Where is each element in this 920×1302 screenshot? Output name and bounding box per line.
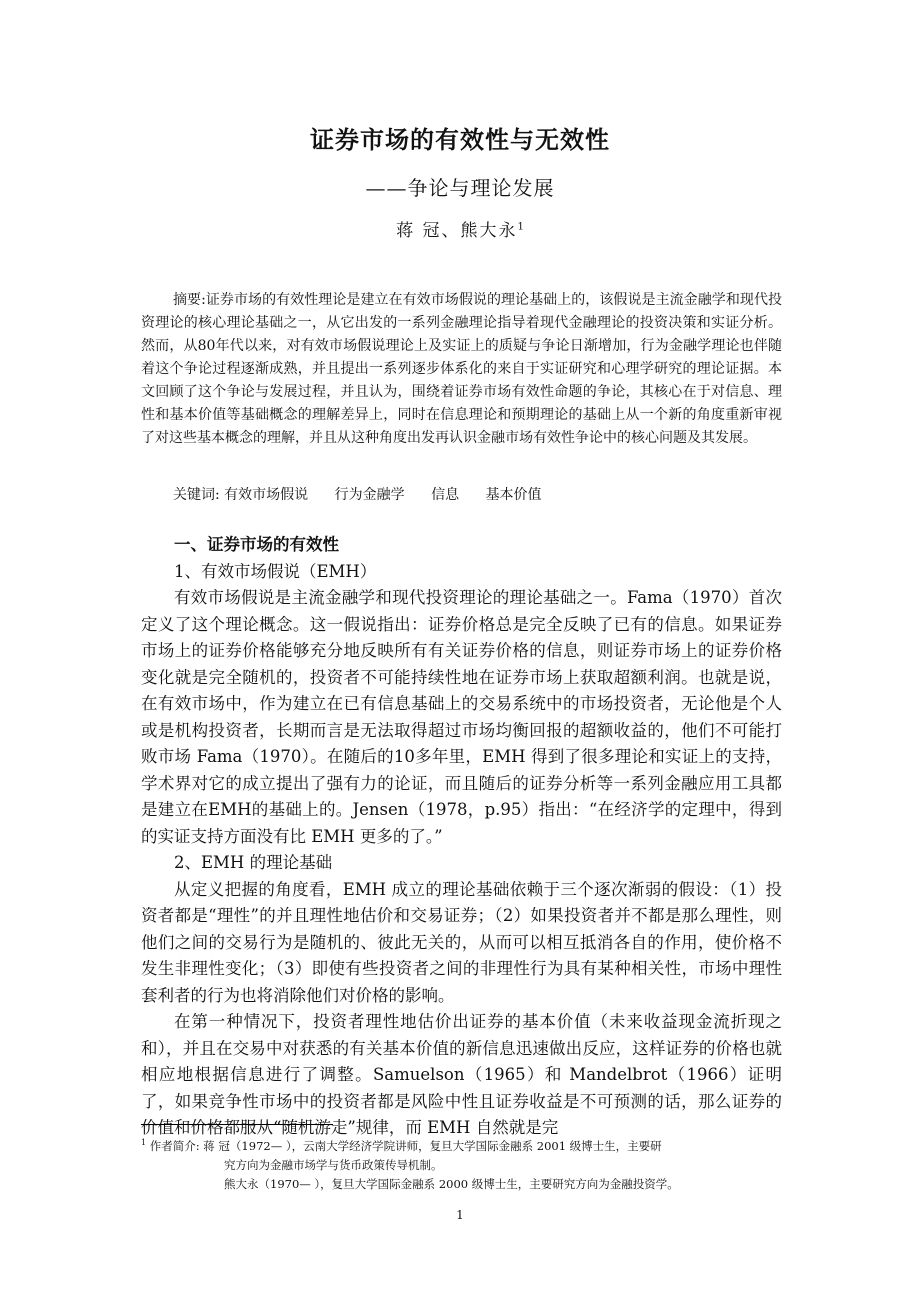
keyword-item: 基本价值 — [485, 487, 542, 503]
paper-subtitle: ——争论与理论发展 — [365, 176, 555, 200]
body-paragraph: 在第一种情况下，投资者理性地估价出证券的基本价值（未来收益现金流折现之和），并且在交易中对获悉的有关基本价值的新信息迅速做出反应，这样证券的价格也就相应地根据信息进行了调整。Samuelson（1965）和 Mandelbrot（1966）证明了，如果竞争性市场中的投资者都是风险中性且证券收益是不可预测的话，那么证券的价值和价格都服从“随机游走”规律，而 EMH 自然就是完 — [141, 1012, 782, 1137]
paper-title: 证券市场的有效性与无效性 — [310, 126, 610, 154]
page-number: 1 — [456, 1208, 464, 1222]
abstract — [141, 289, 782, 450]
body-paragraph: 从定义把握的角度看，EMH 成立的理论基础依赖于三个逐次渐弱的假设：（1）投资者都是“理性”的并且理性地估价和交易证券；（2）如果投资者并不都是那么理性，则他们之间的交易行为是随机的、彼此无关的，从而可以相互抵消各自的作用，使价格不发生非理性变化；（3）即使有些投资者之间的非理性行为具有某种相关性，市场中理性套利者的行为也将消除他们对价格的影响。 — [141, 879, 782, 1005]
footnote-line — [141, 1133, 786, 1156]
keyword-item: 行为金融学 — [334, 487, 405, 503]
footnote-divider — [141, 1124, 333, 1125]
author-line — [0, 216, 920, 241]
author-names: 蒋 冠、熊大永 — [396, 221, 518, 241]
subsection-heading: 1、有效市场假说（EMH） — [174, 561, 377, 581]
footnotes — [141, 1133, 786, 1194]
footnote-mark: 1 — [141, 1138, 147, 1147]
author-footnote-mark: 1 — [517, 221, 524, 233]
abstract-label: 摘要: — [173, 292, 206, 308]
footnote-text: 蒋 冠（1972— ），云南大学经济学院讲师，复旦大学国际金融系 2001 级博士生，主要研 — [203, 1138, 662, 1153]
body-text — [141, 532, 782, 1142]
abstract-text: 证券市场的有效性理论是建立在有效市场假说的理论基础上的，该假说是主流金融学和现代投资理论的核心理论基础之一，从它出发的一系列金融理论指导着现代金融理论的投资决策和实证分析。然而，从80年代以来，对有效市场假说理论上及实证上的质疑与争论日渐增加，行为金融学理论也伴随着这个争论过程逐渐成熟，并且提出一系列逐步体系化的来自于实证研究和心理学研究的理论证据。本文回顾了这个争论与发展过程，并且认为，围绕着证券市场有效性命题的争论，其核心在于对信息、理性和基本价值等基础概念的理解差异上，同时在信息理论和预期理论的基础上从一个新的角度重新审视了对这些基本概念的理解，并且从这种角度出发再认识金融市场有效性争论中的核心问题及其发展。 — [141, 292, 783, 446]
keywords — [173, 484, 782, 507]
keyword-item: 信息 — [431, 487, 460, 503]
abstract-paragraph — [141, 289, 782, 450]
keywords-label: 关键词: — [173, 487, 220, 503]
footnote-line: 究方向为金融市场学与货币政策传导机制。 — [224, 1157, 443, 1172]
footnote-label: 作者简介: — [149, 1138, 200, 1153]
body-paragraph: 有效市场假说是主流金融学和现代投资理论的理论基础之一。Fama（1970）首次定义了这个理论概念。这一假说指出：证券价格总是完全反映了已有的信息。如果证券市场上的证券价格能够充分地反映所有有关证券价格的信息，则证券市场上的证券价格变化就是完全随机的，投资者不可能持续性地在证券市场上获取超额利润。也就是说，在有效市场中，作为建立在已有信息基础上的交易系统中的市场投资者，无论他是个人或是机构投资者，长期而言是无法取得超过市场均衡回报的超额收益的，他们不可能打败市场 Fama（1970）。在随后的10多年里，EMH 得到了很多理论和实证上的支持，学术界对它的成立提出了强有力的论证，而且随后的证券分析等一系列金融应用工具都是建立在EMH的基础上的。Jensen（1978，p.95）指出：“在经济学的定理中，得到的实证支持方面没有比 EMH 更多的了。” — [141, 588, 782, 846]
subsection-heading: 2、EMH 的理论基础 — [174, 853, 333, 872]
footnote-line: 熊大永（1970— ），复旦大学国际金融系 2000 级博士生，主要研究方向为金融投资学。 — [224, 1176, 679, 1191]
section-heading: 一、证券市场的有效性 — [174, 535, 339, 554]
keyword-item: 有效市场假说 — [224, 487, 309, 503]
